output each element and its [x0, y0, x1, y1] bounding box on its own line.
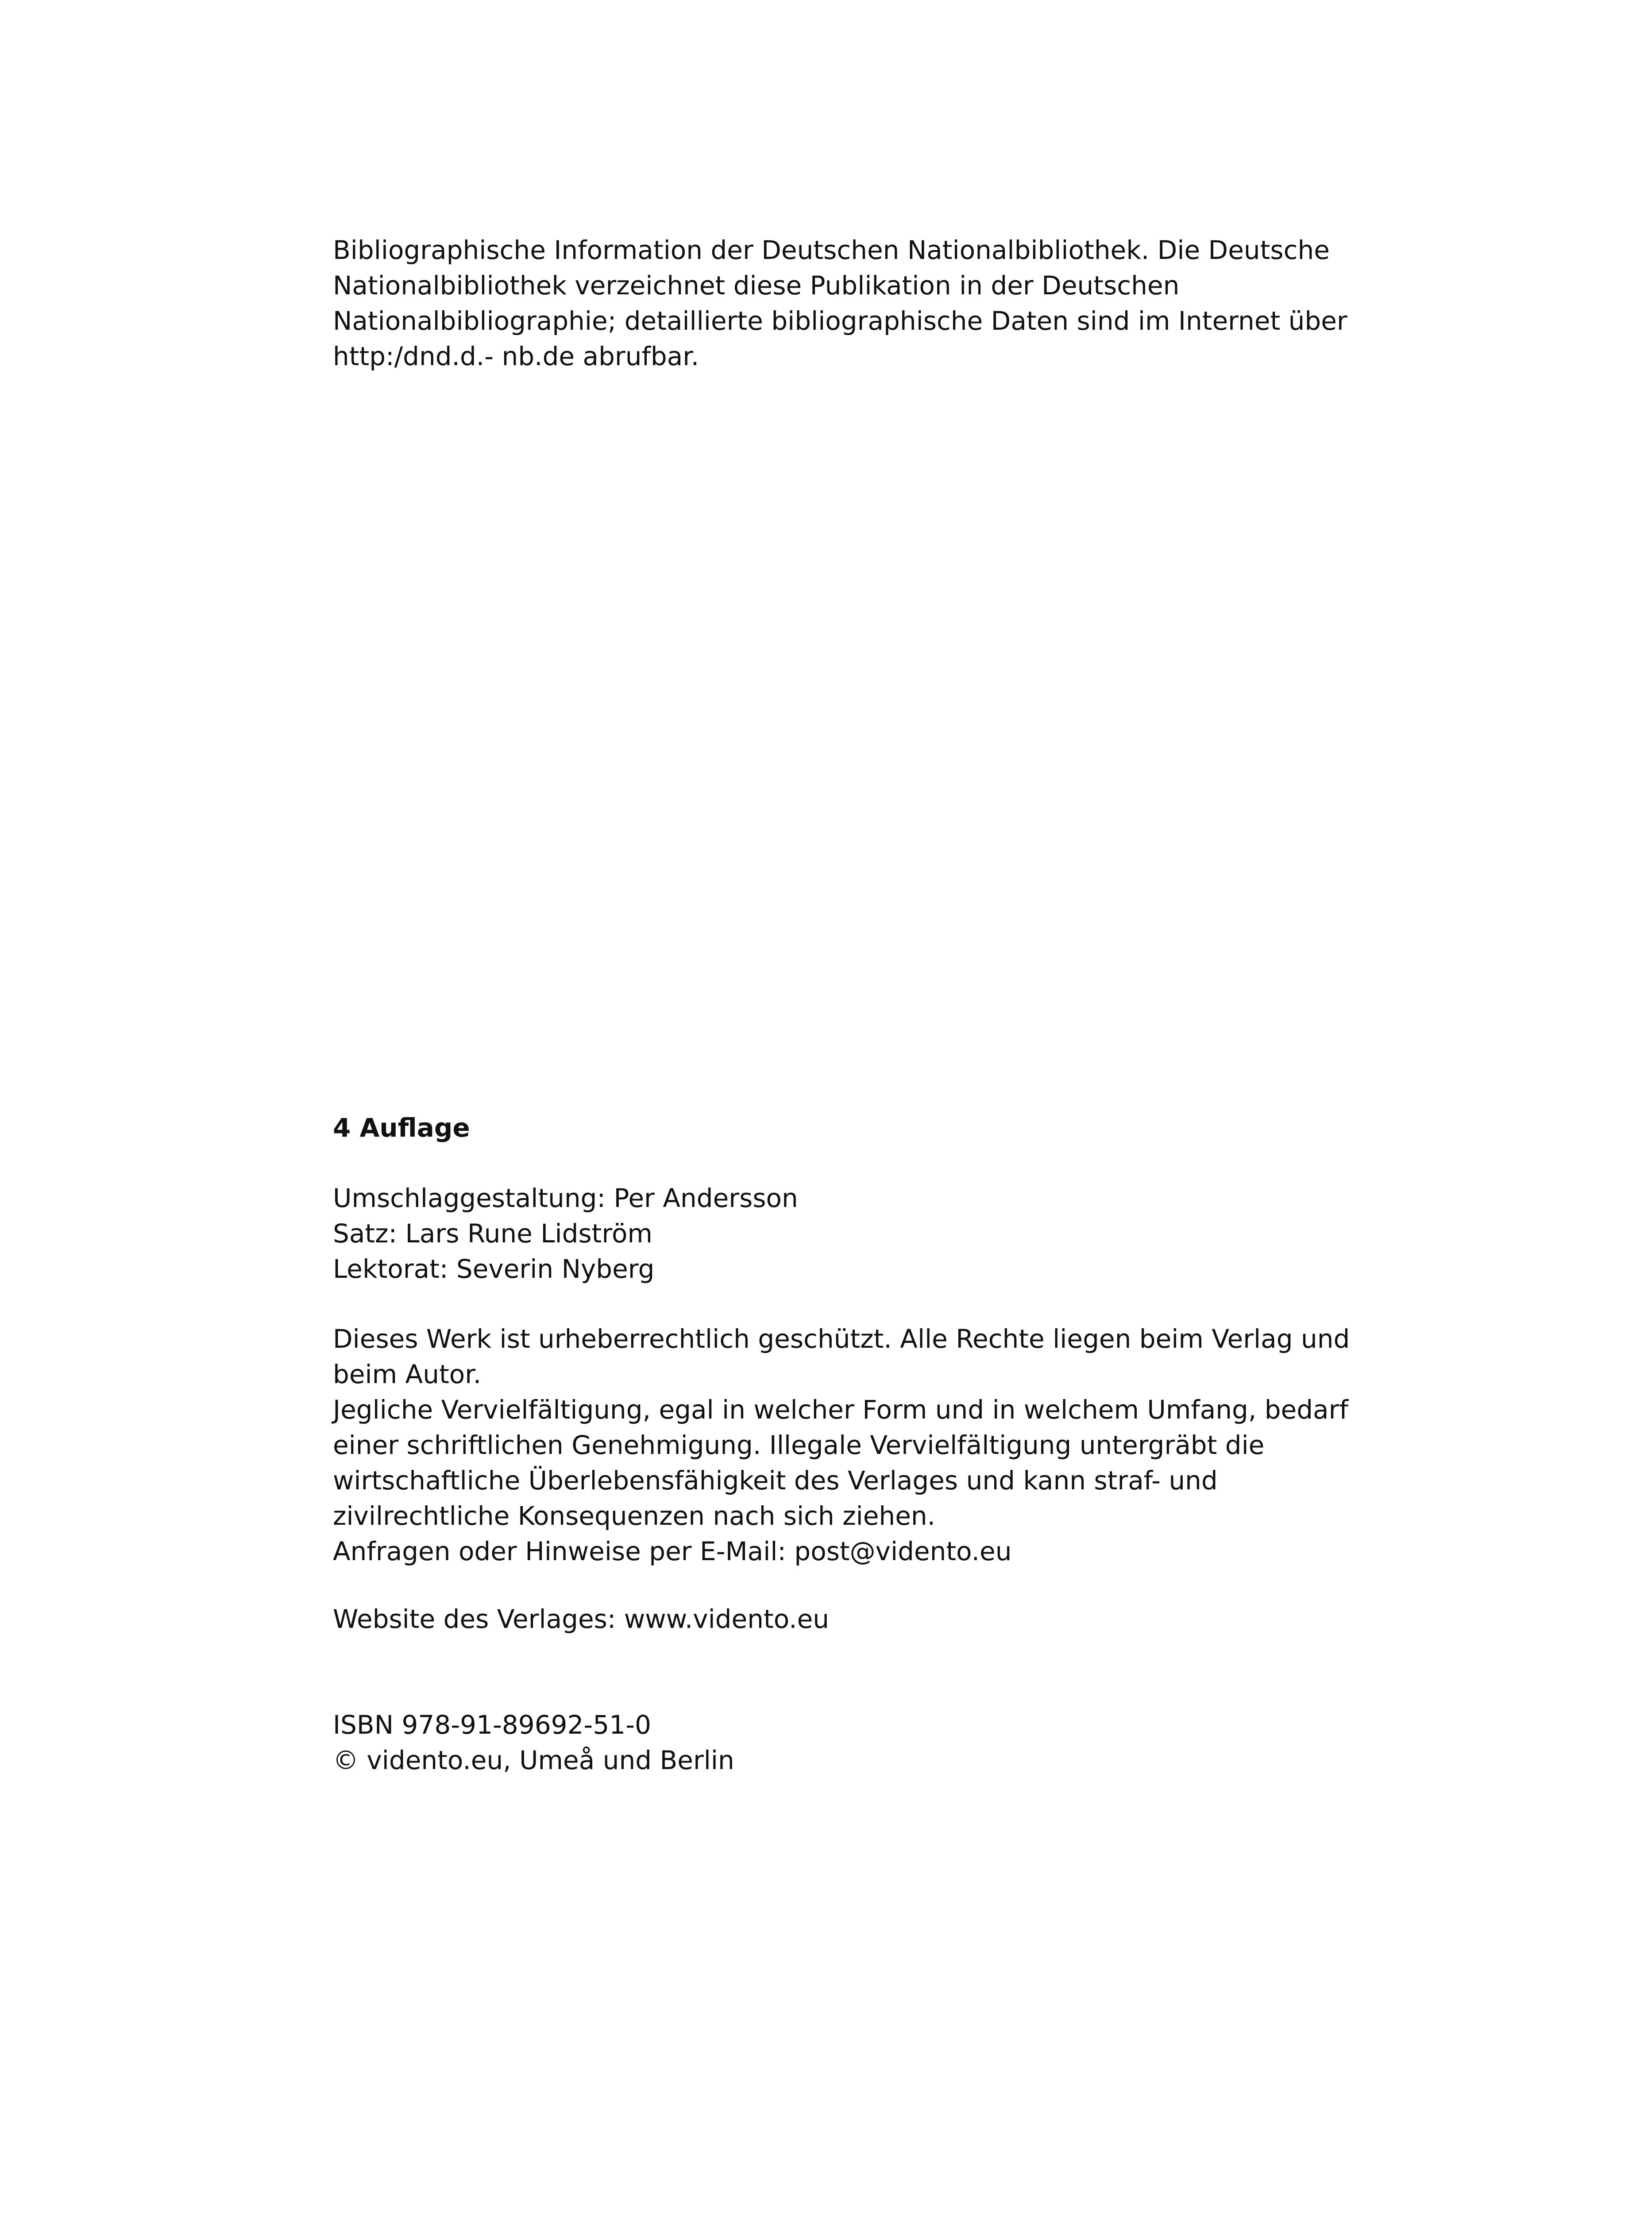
copyright-notice-line: Dieses Werk ist urheberrechtlich geschützt. Alle Rechte liegen beim Verlag und — [333, 1324, 1350, 1354]
credits-block — [333, 1180, 1395, 1287]
copyright-notice — [333, 1321, 1395, 1569]
copyright-notice-line: zivilrechtliche Konsequenzen nach sich ziehen. — [333, 1501, 936, 1531]
copyright-notice-line: Jegliche Vervielfältigung, egal in welcher Form und in welchem Umfang, bedarf — [333, 1395, 1348, 1425]
bibliographic-line: Bibliographische Information der Deutschen Nationalbibliothek. Die Deutsche — [333, 235, 1330, 265]
copyright-line: © vidento.eu, Umeå und Berlin — [333, 1745, 734, 1775]
bibliographic-information — [333, 232, 1395, 374]
edition-block — [333, 1110, 1395, 1145]
contact-email-line: Anfragen oder Hinweise per E-Mail: post@vidento.eu — [333, 1536, 1012, 1566]
typesetting-credit: Satz: Lars Rune Lidström — [333, 1218, 652, 1249]
bibliographic-line: Nationalbibliographie; detaillierte bibliographische Daten sind im Internet über — [333, 306, 1347, 336]
cover-design-credit: Umschlaggestaltung: Per Andersson — [333, 1183, 798, 1213]
copyright-notice-line: beim Autor. — [333, 1359, 482, 1389]
bibliographic-line: http:/dnd.d.- nb.de abrufbar. — [333, 341, 699, 371]
publisher-website: Website des Verlages: www.vidento.eu — [333, 1604, 830, 1634]
copyright-notice-line: wirtschaftliche Überlebensfähigkeit des Verlages und kann straf- und — [333, 1465, 1218, 1496]
edition-label: 4 Auflage — [333, 1113, 470, 1143]
isbn-number: ISBN 978-91-89692-51-0 — [333, 1710, 651, 1740]
publisher-website-block — [333, 1601, 1395, 1637]
isbn-block — [333, 1707, 1395, 1778]
bibliographic-line: Nationalbibliothek verzeichnet diese Publikation in der Deutschen — [333, 270, 1180, 301]
editing-credit: Lektorat: Severin Nyberg — [333, 1254, 655, 1284]
copyright-notice-line: einer schriftlichen Genehmigung. Illegale Vervielfältigung untergräbt die — [333, 1430, 1265, 1460]
